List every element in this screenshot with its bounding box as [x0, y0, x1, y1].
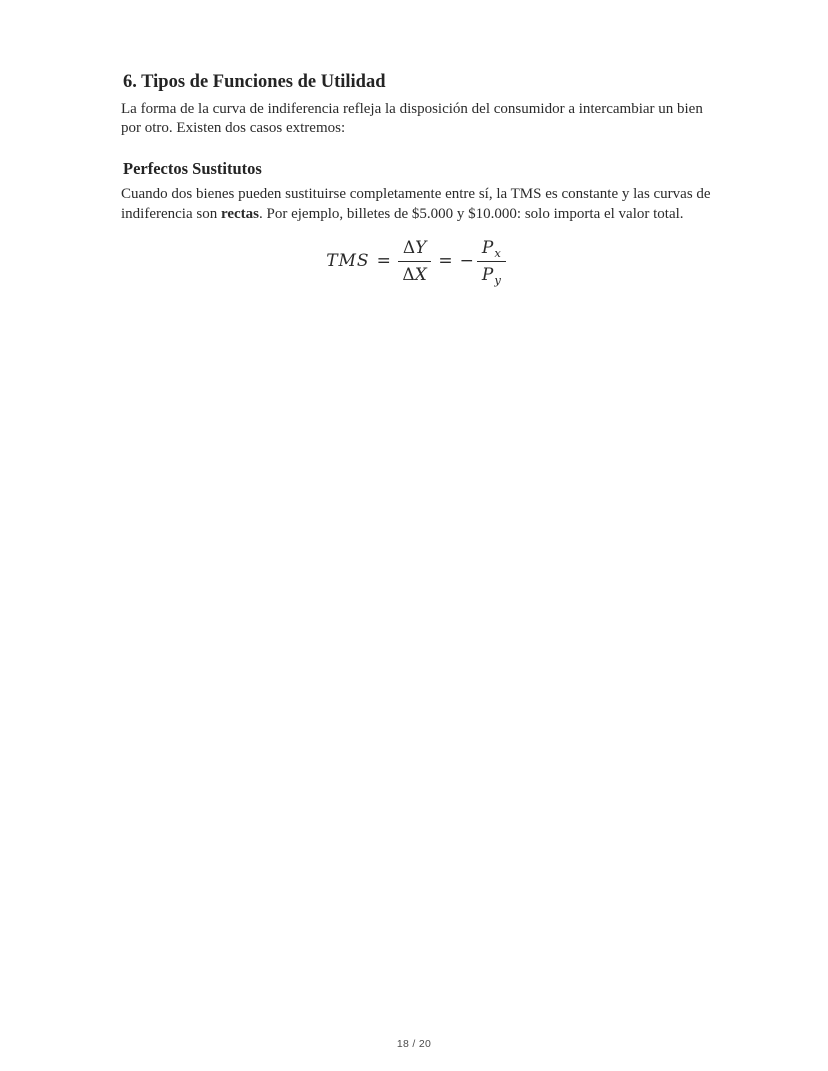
fraction-prices-numerator: [477, 238, 506, 262]
section-heading: 6. Tipos de Funciones de Utilidad: [123, 72, 386, 92]
page-number: 18 / 20: [396, 1038, 432, 1050]
fraction-prices: [477, 238, 506, 285]
equals-sign: =: [376, 251, 391, 272]
subscript-x: x: [494, 245, 501, 260]
intro-paragraph: La forma de la curva de indiferencia refleja la disposición del consumidor a intercambiar un bien por otro. Existen dos casos extremos:: [121, 101, 703, 137]
body-text-before-bold: Cuando dos bienes pueden sustituirse completamente entre sí, la TMS es constante y las curvas de indiferencia son: [121, 186, 711, 222]
content-column: [121, 71, 711, 285]
variable-x: X: [414, 264, 427, 285]
body-paragraph: [121, 185, 711, 224]
fraction-delta: [398, 238, 432, 285]
subscript-y: y: [494, 272, 501, 287]
delta-symbol: Δ: [402, 264, 415, 285]
formula-tms: [326, 238, 506, 285]
price-p: P: [481, 237, 494, 258]
formula-lhs: TMS: [326, 251, 370, 272]
formula-row: [121, 238, 711, 285]
minus-sign: −: [459, 251, 474, 272]
price-p: P: [481, 264, 494, 285]
equals-sign: =: [438, 251, 453, 272]
fraction-delta-numerator: [398, 238, 432, 262]
fraction-prices-denominator: [482, 262, 501, 285]
delta-symbol: Δ: [402, 237, 416, 258]
subsection-heading: Perfectos Sustitutos: [123, 158, 262, 178]
body-text-after-bold: . Por ejemplo, billetes de $5.000 y $10.000: solo importa el valor total.: [259, 205, 684, 222]
body-bold-word: rectas: [220, 205, 260, 222]
variable-y: Y: [415, 237, 427, 258]
fraction-delta-denominator: [402, 262, 426, 285]
